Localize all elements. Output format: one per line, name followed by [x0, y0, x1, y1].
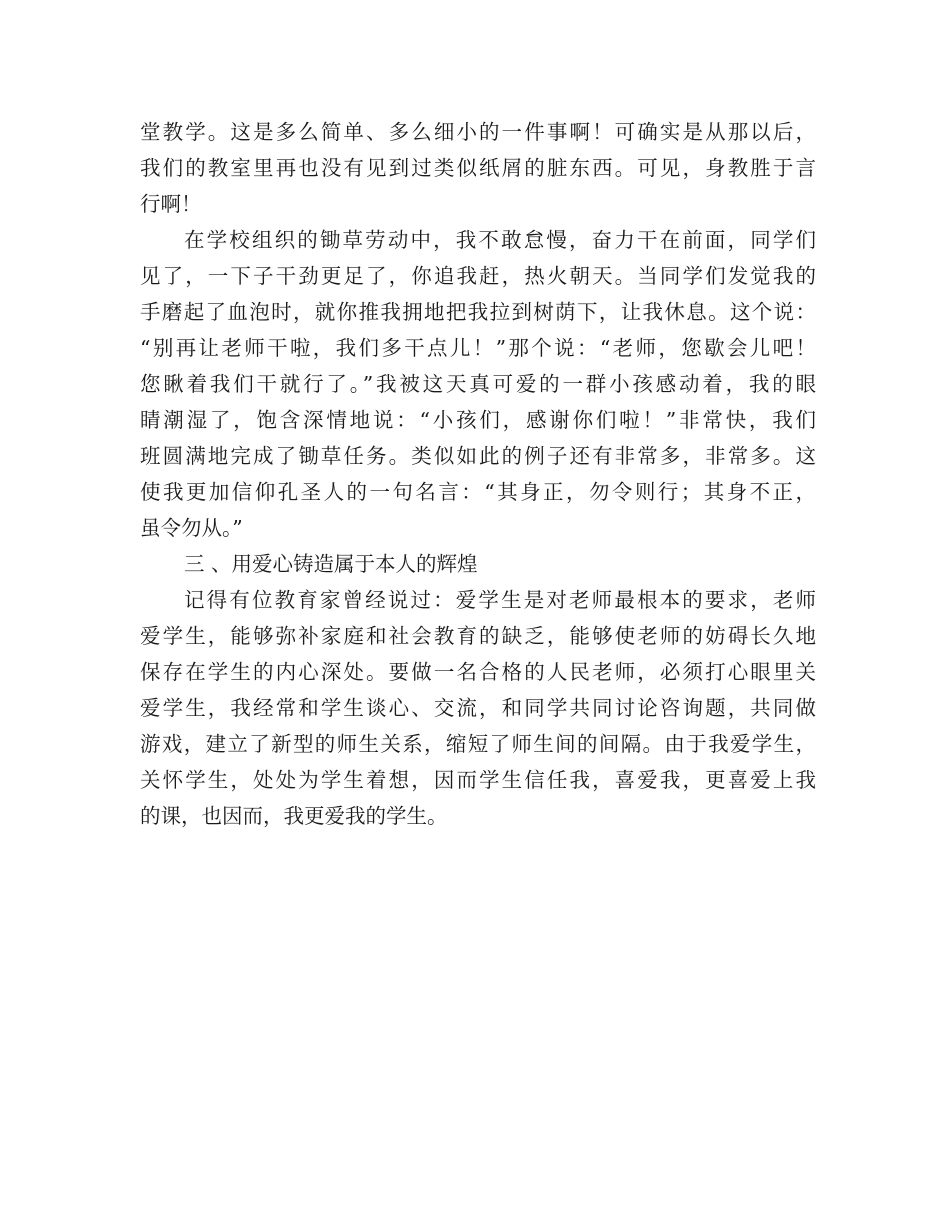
text-line: “别再让老师干啦，我们多干点儿！”那个说：“老师，您歇会儿吧！ [140, 336, 816, 360]
text-line: 记得有位教育家曾经说过：爱学生是对老师最根本的要求，老师 [184, 588, 816, 612]
text-line: 爱学生，能够弥补家庭和社会教育的缺乏，能够使老师的妨碍长久地 [140, 624, 816, 648]
paragraph-weeding-labor [140, 222, 816, 546]
text-line: 爱学生，我经常和学生谈心、交流，和同学共同讨论咨询题，共同做 [140, 696, 816, 720]
section-heading [140, 546, 816, 582]
document-body [140, 114, 816, 834]
text-line: 班圆满地完成了锄草任务。类似如此的例子还有非常多，非常多。这 [140, 444, 816, 468]
text-line: 手磨起了血泡时，就你推我拥地把我拉到树荫下，让我休息。这个说： [140, 300, 816, 324]
text-line: 游戏，建立了新型的师生关系，缩短了师生间的间隔。由于我爱学生， [140, 732, 816, 756]
text-line: 使我更加信仰孔圣人的一句名言：“其身正，勿令则行；其身不正， [140, 480, 816, 504]
text-line: 行啊！ [140, 192, 202, 216]
text-line: 虽令勿从。” [140, 516, 243, 540]
text-line: 堂教学。这是多么简单、多么细小的一件事啊！可确实是从那以后， [140, 120, 816, 144]
text-line: 关怀学生，处处为学生着想，因而学生信任我，喜爱我，更喜爱上我 [140, 768, 816, 792]
text-line: 见了，一下子干劲更足了，你追我赶，热火朝天。当同学们发觉我的 [140, 264, 816, 288]
text-line: 的课，也因而，我更爱我的学生。 [140, 804, 448, 828]
paragraph-love-students [140, 582, 816, 834]
section-heading-text: 三 、用爱心铸造属于本人的辉煌 [184, 552, 478, 576]
text-line: 您瞅着我们干就行了。”我被这天真可爱的一群小孩感动着，我的眼 [140, 372, 816, 396]
text-line: 保存在学生的内心深处。要做一名合格的人民老师，必须打心眼里关 [140, 660, 816, 684]
text-line: 我们的教室里再也没有见到过类似纸屑的脏东西。可见，身教胜于言 [140, 156, 816, 180]
text-line: 在学校组织的锄草劳动中，我不敢怠慢，奋力干在前面，同学们 [184, 228, 816, 252]
paragraph-continued [140, 114, 816, 222]
text-line: 睛潮湿了，饱含深情地说：“小孩们，感谢你们啦！”非常快，我们 [140, 408, 816, 432]
